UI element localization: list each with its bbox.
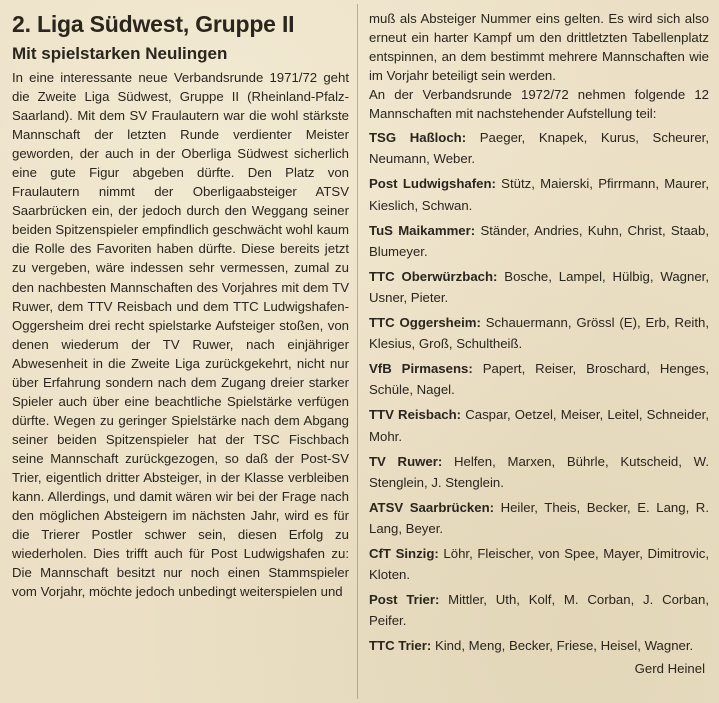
- team-players: Löhr, Fleischer, von Spee, Mayer, Dimitrovic, Kloten.: [369, 545, 710, 583]
- article-title: 2. Liga Südwest, Gruppe II: [12, 11, 295, 37]
- article-body-right: muß als Absteiger Nummer eins gelten. Es wird sich also erneut ein harter Kampf um den drittletzten Tabellenplatz entspinnen, an dem bestimmt mehrere Mannschaften wie im Vorjahr beteiligt sein werden.: [369, 11, 709, 84]
- team-players: Ständer, Andries, Kuhn, Christ, Staab, Blumeyer.: [369, 222, 709, 259]
- team-players: Heiler, Theis, Becker, E. Lang, R. Lang, Beyer.: [369, 499, 709, 536]
- team-entry: [369, 127, 709, 169]
- team-players: Stütz, Maierski, Pfirrmann, Maurer, Kieslich, Schwan.: [369, 176, 709, 213]
- team-entry: [369, 635, 709, 656]
- team-list: [369, 127, 709, 656]
- team-players: Bosche, Lampel, Hülbig, Wagner, Usner, Pieter.: [369, 268, 709, 305]
- team-players: Papert, Reiser, Broschard, Henges, Schüle, Nagel.: [369, 361, 709, 398]
- team-entry: [369, 451, 709, 493]
- team-name: Post Ludwigshafen:: [369, 176, 496, 192]
- team-entry: [369, 543, 709, 585]
- team-players: Kind, Meng, Becker, Friese, Heisel, Wagner.: [434, 638, 694, 654]
- left-column: [0, 0, 357, 703]
- team-entry: [369, 589, 709, 631]
- team-name: CfT Sinzig:: [369, 545, 439, 561]
- team-entry: [369, 404, 709, 446]
- team-name: ATSV Saarbrücken:: [369, 499, 495, 515]
- team-name: TSG Haßloch:: [369, 130, 467, 146]
- article-subtitle: Mit spielstarken Neulingen: [12, 44, 228, 63]
- team-name: TTV Reisbach:: [369, 407, 462, 423]
- team-players: Caspar, Oetzel, Meiser, Leitel, Schneider, Mohr.: [369, 407, 709, 444]
- team-players: Helfen, Marxen, Bührle, Kutscheid, W. Stenglein, J. Stenglein.: [369, 453, 709, 490]
- team-entry: [369, 266, 709, 308]
- author-byline: Gerd Heinel: [634, 661, 705, 677]
- team-entry: [369, 312, 709, 354]
- team-entry: [369, 220, 709, 262]
- article-body-left: In eine interessante neue Verbandsrunde 1971/72 geht die Zweite Liga Südwest, Gruppe II (Rheinland-Pfalz-Saarland). Mit dem SV Fraulautern war die wohl stärkste Mannschaft der letzten Runde verdienter Meister geworden, der auch in der Oberliga Südwest sicherlich eine gute Figur abgeben dürfte. Den Platz von Fraulautern nimmt der Oberligaabsteiger ATSV Saarbrücken ein, der jedoch durch den Weggang seiner beiden Spitzenspieler empfindlich geschwächt wohl kaum die Rolle des Favoriten haben dürfte. Diese bereits jetzt zu vergeben, wäre indessen sehr vermessen, zumal zu den nachbesten Mannschaften des Vorjahres mit dem TV Ruwer, dem TTV Reisbach und dem TTC Ludwigshafen-Oggersheim drei recht spielstarke Aufsteiger stoßen, von denen wiederum der TV Ruwer, nach einjähriger Abwesenheit in die Zweite Liga zurückgekehrt, nicht nur über Erfahrung sondern nach dem Zugang dreier starker Spieler auch über eine beachtliche Spielstärke verfügen dürfte. Wegen zu geringer Spielstärke nach dem Abgang seiner beiden Spitzenspieler hat der TSC Fischbach seine Mannschaft zurückgezogen, so daß der Post-SV Trier, eigentlich dritter Absteiger, in der Klasse verbleiben kann. Allerdings, und damit wären wir bei der Frage nach den möglichen Absteigern im nächsten Jahr, wird es für die Trierer Postler schwer sein, diesen Erfolg zu wiederholen. Dies trifft auch für Post Ludwigshafen zu: Die Mannschaft besitzt nur noch einen Stammspieler vom Vorjahr, möchte jedoch unbedingt weiterspielen und: [12, 70, 349, 600]
- team-players: Paeger, Knapek, Kurus, Scheurer, Neumann, Weber.: [369, 130, 710, 167]
- team-list-intro: An der Verbandsrunde 1972/72 nehmen folgende 12 Mannschaften mit nachstehender Aufstellung teil:: [369, 87, 709, 122]
- team-name: VfB Pirmasens:: [369, 361, 473, 377]
- team-players: Schauermann, Grössl (E), Erb, Reith, Klesius, Groß, Schultheiß.: [369, 315, 710, 352]
- team-name: TuS Maikammer:: [369, 222, 476, 238]
- team-name: TV Ruwer:: [369, 453, 443, 469]
- team-name: Post Trier:: [369, 592, 440, 608]
- team-entry: [369, 358, 709, 400]
- team-players: Mittler, Uth, Kolf, M. Corban, J. Corban, Peifer.: [369, 592, 709, 629]
- team-name: TTC Oberwürzbach:: [369, 268, 498, 284]
- team-name: TTC Trier:: [369, 638, 432, 654]
- team-entry: [369, 173, 709, 215]
- team-name: TTC Oggersheim:: [369, 315, 481, 331]
- right-column: [357, 0, 719, 703]
- team-entry: [369, 497, 709, 539]
